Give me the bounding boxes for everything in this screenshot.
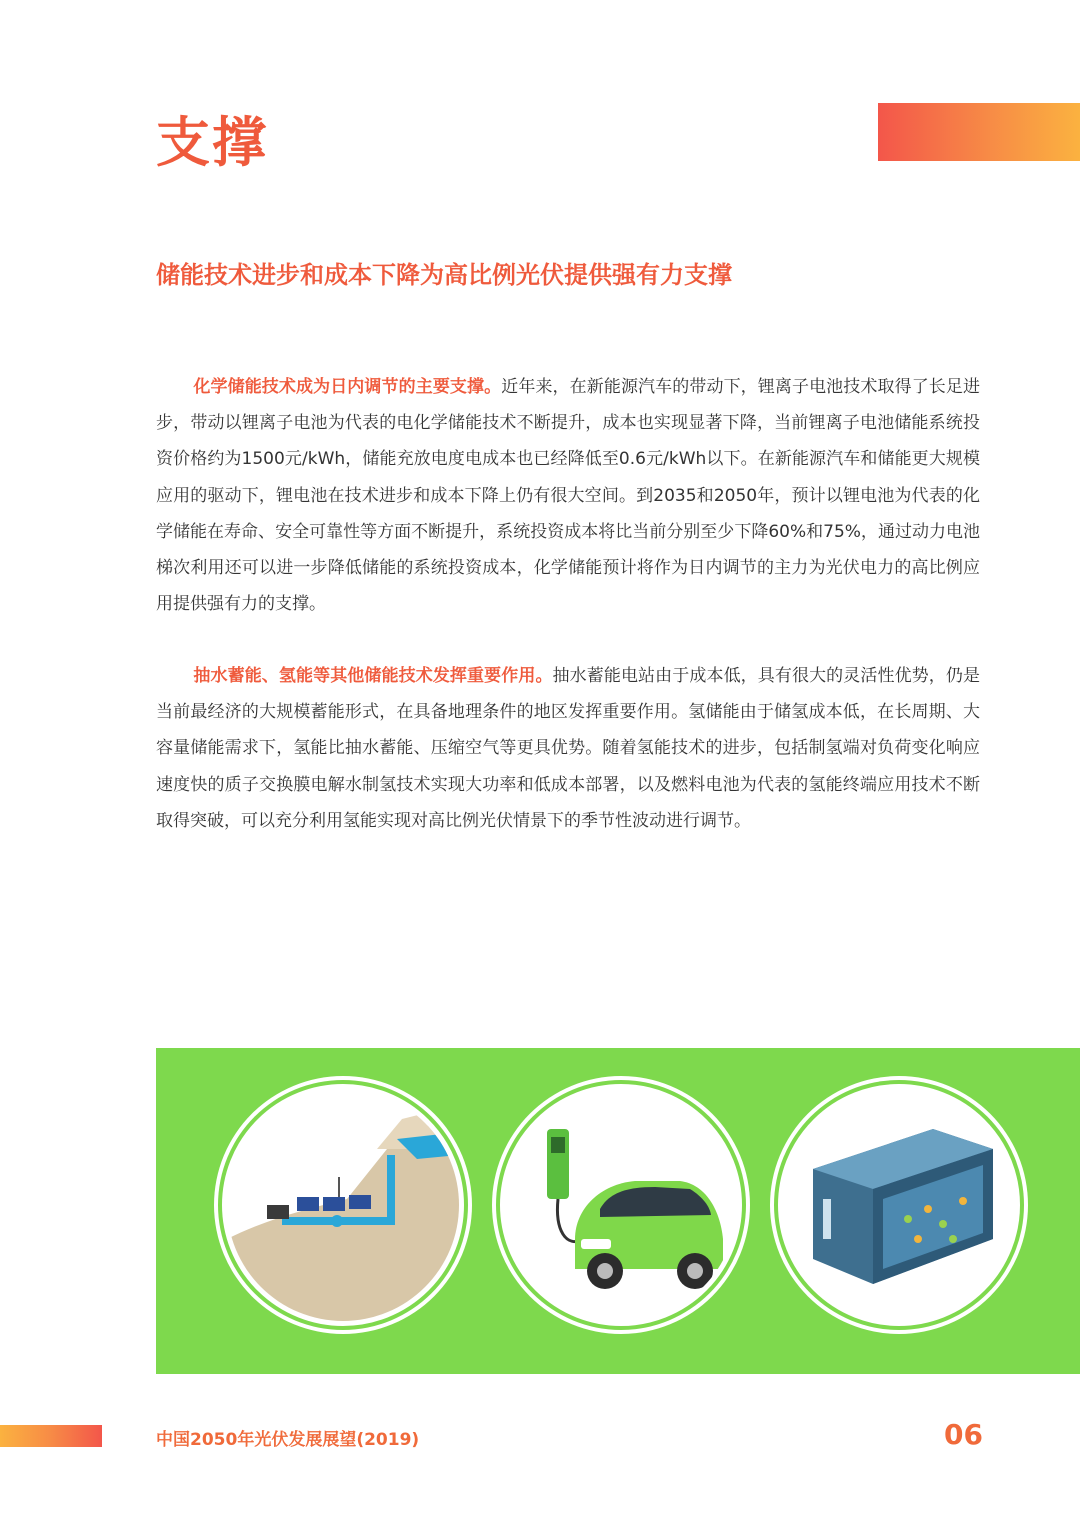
page-number: 06 [944,1418,983,1451]
pumped-storage-illustration [222,1084,464,1326]
section-headline: 储能技术进步和成本下降为高比例光伏提供强有力支撑 [156,261,732,289]
paragraph-pumped-hydrogen [156,658,980,839]
page-title: 支撑 [156,111,268,174]
illustration-panel [156,1048,1080,1374]
header-gradient-bar [878,103,1080,161]
footer-gradient-bar [0,1425,102,1447]
ev-charging-illustration [500,1084,742,1326]
battery-module-icon [783,1089,1015,1321]
footer-publication: 中国2050年光伏发展展望(2019) [156,1430,420,1450]
paragraph-chemical-storage [156,369,980,622]
paragraph-body: 近年来，在新能源汽车的带动下，锂离子电池技术取得了长足进步，带动以锂离子电池为代表的电化学储能技术不断提升，成本也实现显著下降，当前锂离子电池储能系统投资价格约为1500元/kWh，储能充放电度电成本也已经降低至0.6元/kWh以下。在新能源汽车和储能更大规模应用的驱动下，锂电池在技术进步和成本下降上仍有很大空间。到2035和2050年，预计以锂电池为代表的化学储能在寿命、安全可靠性等方面不断提升，系统投资成本将比当前分别至少下降60%和75%，通过动力电池梯次利用还可以进一步降低储能的系统投资成本，化学储能预计将作为日内调节的主力为光伏电力的高比例应用提供强有力的支撑。 [156,377,980,615]
ev-charging-icon [505,1089,737,1321]
paragraph-body: 抽水蓄能电站由于成本低，具有很大的灵活性优势，仍是当前最经济的大规模蓄能形式，在具备地理条件的地区发挥重要作用。氢储能由于储氢成本低，在长周期、大容量储能需求下，氢能比抽水蓄能、压缩空气等更具优势。随着氢能技术的进步，包括制氢端对负荷变化响应速度快的质子交换膜电解水制氢技术实现大功率和低成本部署，以及燃料电池为代表的氢能终端应用技术不断取得突破，可以充分利用氢能实现对高比例光伏情景下的季节性波动进行调节。 [156,666,981,831]
pumped-storage-icon [227,1089,459,1321]
battery-module-illustration [778,1084,1020,1326]
paragraph-lead: 化学储能技术成为日内调节的主要支撑。 [193,377,502,397]
paragraph-lead: 抽水蓄能、氢能等其他储能技术发挥重要作用。 [193,666,553,686]
